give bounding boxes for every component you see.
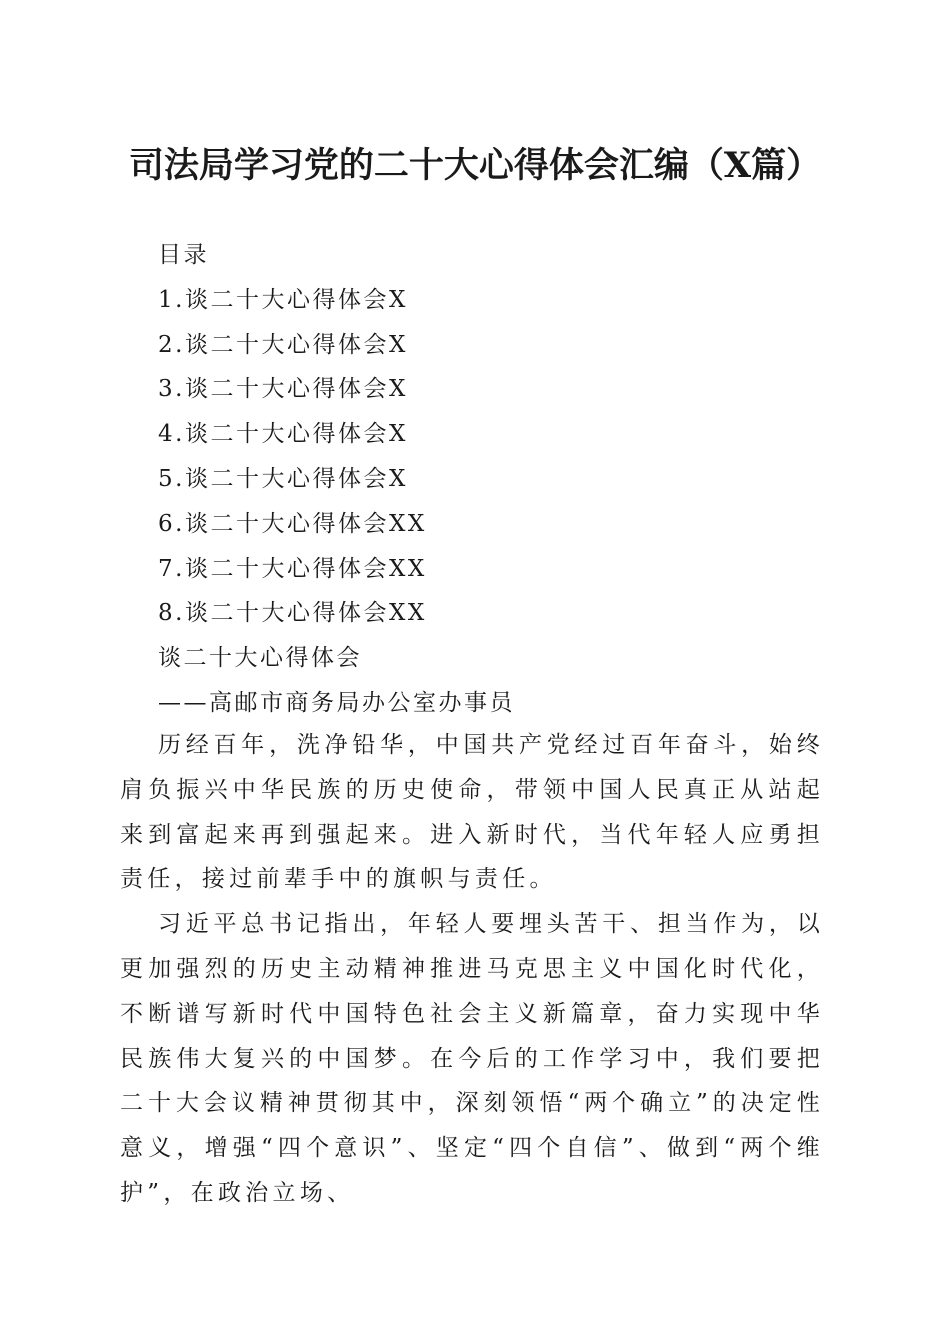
- article-title: 谈二十大心得体会: [158, 645, 362, 672]
- paragraph: 习近平总书记指出，年轻人要埋头苦干、担当作为，以更加强烈的历史主动精神推进马克思主义中国化时代化，不断谱写新时代中国特色社会主义新篇章，奋力实现中华民族伟大复兴的中国梦。在今后的工作学习中，我们要把二十大会议精神贯彻其中，深刻领悟“两个确立”的决定性意义，增强“四个意识”、坚定“四个自信”、做到“两个维护”，在政治立场、: [120, 911, 824, 1206]
- toc-item: 7.谈二十大心得体会XX: [158, 555, 427, 582]
- toc-item: 4.谈二十大心得体会X: [158, 421, 408, 448]
- toc-heading: 目录: [158, 242, 209, 268]
- paragraph: 历经百年，洗净铅华，中国共产党经过百年奋斗，始终肩负振兴中华民族的历史使命，带领中国人民真正从站起来到富起来再到强起来。进入新时代，当代年轻人应勇担责任，接过前辈手中的旗帜与责任。: [120, 732, 824, 893]
- document-title: 司法局学习党的二十大心得体会汇编（X篇）: [128, 145, 822, 186]
- toc-item: 8.谈二十大心得体会XX: [158, 600, 427, 627]
- toc-item: 3.谈二十大心得体会X: [158, 376, 408, 403]
- article-body: [120, 723, 824, 1216]
- table-of-contents: [158, 233, 515, 726]
- toc-item: 2.谈二十大心得体会X: [158, 331, 408, 358]
- toc-item: 5.谈二十大心得体会X: [158, 465, 408, 492]
- toc-item: 6.谈二十大心得体会XX: [158, 510, 427, 537]
- article-author: ——高邮市商务局办公室办事员: [158, 689, 515, 716]
- toc-item: 1.谈二十大心得体会X: [158, 286, 408, 313]
